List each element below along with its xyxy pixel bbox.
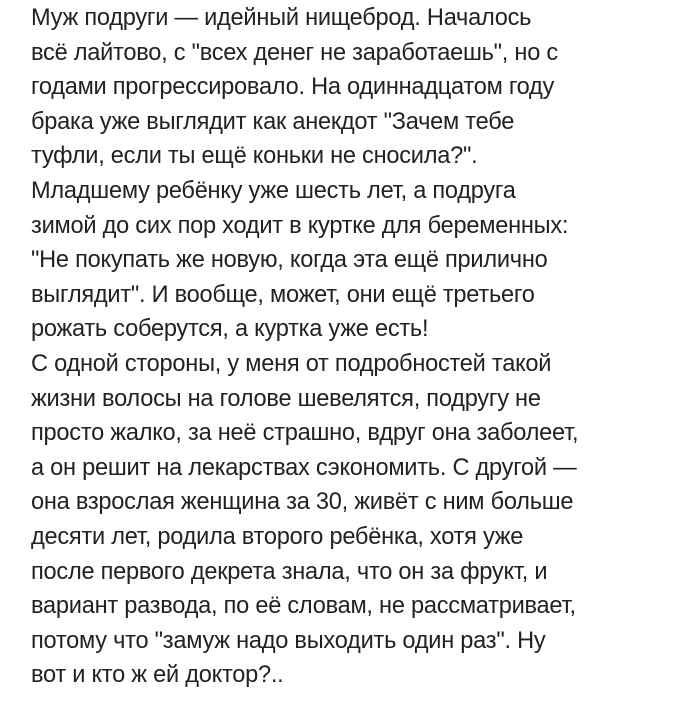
post-text-line: зимой до сих пор ходит в куртке для беременных:: [31, 212, 569, 239]
post-text-line: жизни волосы на голове шевелятся, подругу не: [31, 385, 541, 412]
post-text-line: а он решит на лекарствах сэкономить. С другой —: [31, 454, 577, 481]
post-text-line: всё лайтово, с "всех денег не заработаешь", но с: [31, 39, 558, 66]
post-text-line: Младшему ребёнку уже шесть лет, а подруга: [31, 177, 516, 204]
post-text-line: "Не покупать же новую, когда эта ещё прилично: [31, 247, 548, 274]
post-text-line: Муж подруги — идейный нищеброд. Началось: [31, 5, 532, 31]
post-text-line: туфли, если ты ещё коньки не сносила?".: [31, 143, 478, 170]
post-text-line: вот и кто ж ей доктор?..: [31, 662, 284, 689]
post-text-line: потому что "замуж надо выходить один раз". Ну: [31, 627, 546, 654]
post-text-line: после первого декрета знала, что он за фрукт, и: [31, 558, 548, 585]
post-text-line: она взрослая женщина за 30, живёт с ним больше: [31, 489, 574, 516]
post-text-line: вариант развода, по её словам, не рассматривает,: [31, 593, 576, 620]
post-text-line: С одной стороны, у меня от подробностей такой: [31, 350, 552, 377]
post-text: [31, 0, 700, 693]
post-text-line: годами прогрессировало. На одиннадцатом году: [31, 74, 555, 101]
post-text-line: десяти лет, родила второго ребёнка, хотя уже: [31, 523, 524, 550]
post-text-line: брака уже выглядит как анекдот "Зачем тебе: [31, 108, 515, 135]
post-text-line: выглядит". И вообще, может, они ещё третьего: [31, 281, 535, 308]
post-text-line: рожать соберутся, а куртка уже есть!: [31, 316, 429, 343]
post-text-line: просто жалко, за неё страшно, вдруг она заболеет,: [31, 420, 579, 447]
